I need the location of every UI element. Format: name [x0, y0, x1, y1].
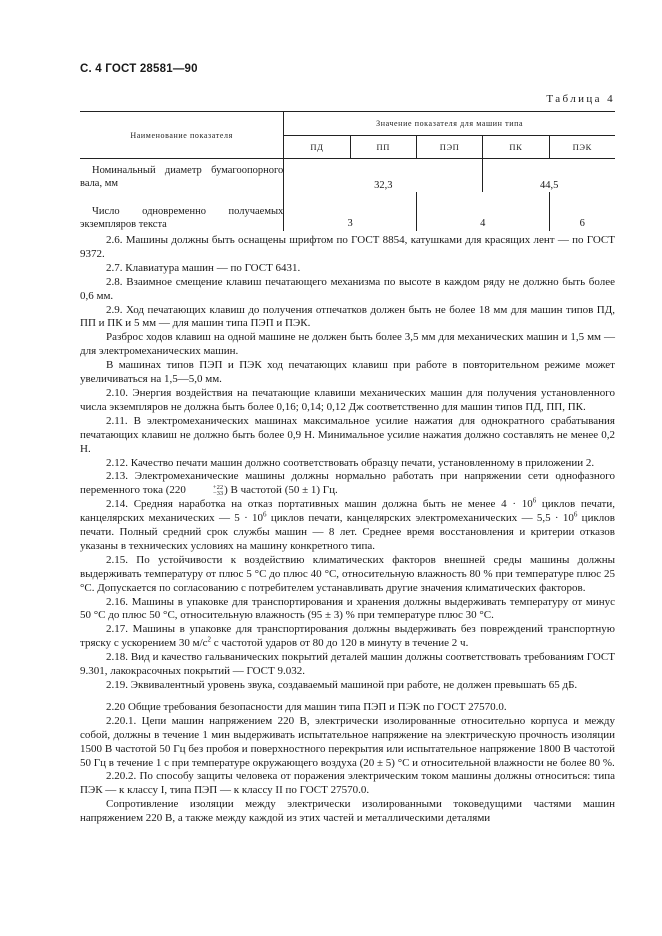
tolerance-upper: +22 [212, 483, 224, 491]
text-span: циклов печати, канцелярских механических — 5 · 10 [80, 498, 615, 525]
table-caption: Таблица 4 [546, 93, 615, 105]
table-cell: 3 [347, 218, 353, 229]
paragraph-2-14 [80, 498, 615, 554]
table-cell: 32,3 [374, 180, 393, 191]
paragraph-2-9-repeat: В машинах типов ПЭП и ПЭК ход печатающих клавиш при работе в повторительном режиме может увеличиваться на 1,5—5,0 мм. [80, 359, 615, 386]
text-span: 2.14. Средняя наработка на отказ портативных машин должна быть не менее 4 · 10 [106, 498, 533, 511]
text-span: с частотой ударов от 80 до 120 в минуту в течение 2 ч. [211, 637, 469, 650]
row-label-text: Номинальный диаметр бумагоопорного вала, мм [80, 165, 284, 189]
paragraph-2-9: 2.9. Ход печатающих клавиш до получения отпечатков должен быть не более 18 мм для машин типов ПД, ПП и ПК и 5 мм — для машин типа ПЭП и ПЭК. [80, 303, 615, 330]
paragraph-2-19: 2.19. Эквивалентный уровень звука, создаваемый машиной при работе, не должен превышать 65 дБ. [106, 679, 578, 691]
table-cell: 44,5 [483, 159, 615, 193]
document-body [80, 234, 615, 826]
column-type-pp: ПП [350, 135, 416, 159]
column-type-pk: ПК [483, 135, 549, 159]
paragraph-2-20-1: 2.20.1. Цепи машин напряжением 220 В, электрически изолированные относительно корпуса и между собой, должны в течение 1 мин выдерживать испытательное напряжение на электрическую прочность изоляции 1500 В частотой 50 Гц без пробоя и поверхностного перекрытия или испытательное напряжение 1800 В частотой 50 Гц в течение 1 с при температуре окружающего воздуха (20 ± 5) °С и относительной влажности не более 80 %. [80, 714, 615, 769]
tolerance-lower: −33 [212, 489, 224, 497]
row-label-text: Число одновременно получаемых экземпляров текста [80, 206, 284, 230]
column-type-pep: ПЭП [416, 135, 482, 159]
voltage-tolerance [187, 485, 223, 497]
text-span: 2.17. Машины в упаковке для транспортирования должны выдерживать без повреждений транспортную тряску с ускорением 30 м/с [80, 623, 615, 650]
row-label-copies [80, 192, 284, 231]
paragraph-2-15: 2.15. По устойчивости к воздействию климатических факторов внешней среды машины должны выдерживать температуру от плюс 5 °С до плюс 40 °С, относительную влажность 80 % при температуре плюс 25 °С. Допускается по согласованию с потребителем устанавливать другие значения климатических факторов. [80, 553, 615, 594]
exponent: 2 [207, 635, 212, 644]
text-span: ) В частотой (50 ± 1) Гц. [224, 484, 338, 497]
paragraph-2-13 [80, 470, 615, 498]
page-header: С. 4 ГОСТ 28581—90 [80, 63, 198, 75]
text-span: циклов печати. Полный средний срок службы машин — 8 лет. Среднее время восстановления и критерии отказов указаны в технических условиях на машину конкретного типа. [80, 512, 615, 552]
text-span: 2.13. Электромеханические машины должны нормально работать при напряжении сети однофазного переменного тока (220 [80, 470, 615, 497]
paragraph-2-8: 2.8. Взаимное смещение клавиш печатающего механизма по высоте в каждом ряду не должно быть более 0,6 мм. [80, 275, 615, 302]
column-type-pek: ПЭК [549, 135, 615, 159]
paragraph-2-17 [80, 623, 615, 651]
paragraph-2-6: 2.6. Машины должны быть оснащены шрифтом по ГОСТ 8854, катушками для красящих лент — по ГОСТ 9372. [80, 234, 615, 260]
table-row [80, 192, 615, 231]
paragraph-2-7: 2.7. Клавиатура машин — по ГОСТ 6431. [106, 261, 301, 274]
table-cell: 6 [549, 192, 615, 231]
exponent: 6 [532, 496, 537, 505]
paragraph-2-9-spread: Разброс ходов клавиш на одной машине не должен быть более 3,5 мм для механических машин и 1,5 мм — для электромеханических машин. [80, 331, 615, 358]
paragraph-2-20: 2.20 Общие требования безопасности для машин типа ПЭП и ПЭК по ГОСТ 27570.0. [106, 700, 507, 713]
table-row [80, 159, 615, 193]
header-indicator-values: Значение показателя для машин типа [284, 112, 615, 136]
exponent: 6 [263, 510, 267, 519]
header-indicator-name: Наименование показателя [80, 112, 284, 159]
text-span: циклов печати, канцелярских электромеханических — 5,5 · 10 [266, 512, 574, 525]
paragraph-2-16: 2.16. Машины в упаковке для транспортирования и хранения должны выдерживать температуру от минус 50 °С до плюс 50 °С, относительную влажность (95 ± 3) % при температуре плюс 30 °С. [80, 595, 615, 622]
paragraph-2-10: 2.10. Энергия воздействия на печатающие клавиши механических машин для получения установленного числа экземпляров не должна быть более 0,16; 0,14; 0,12 Дж соответственно для машин типов ПД, ПП, ПК. [80, 386, 615, 413]
column-type-pd: ПД [284, 135, 350, 159]
paragraph-2-11: 2.11. В электромеханических машинах максимальное усилие нажатия для однократного срабатывания печатающих клавиш не должно быть более 0,9 Н. Минимальное усилие нажатия должно составлять не менее 0,2 Н. [80, 414, 615, 455]
table-cell: 4 [416, 192, 549, 231]
table-header-row [80, 112, 615, 136]
exponent: 6 [573, 510, 578, 519]
spec-table [80, 111, 615, 231]
paragraph-2-20-2-insulation: Сопротивление изоляции между электрически изолированными токоведущими частями машин напряжением 220 В, а также между каждой из этих частей и металлическими деталями [80, 798, 615, 825]
row-label-roller-diameter [80, 159, 284, 193]
paragraph-2-12: 2.12. Качество печати машин должно соответствовать образцу печати, установленному в приложении 2. [106, 456, 595, 469]
paragraph-2-20-2: 2.20.2. По способу защиты человека от поражения электрическим током машины должны относиться: типа ПЭК — к классу I, типа ПЭП — к классу II по ГОСТ 27570.0. [80, 770, 615, 797]
paragraph-2-18: 2.18. Вид и качество гальванических покрытий деталей машин должны соответствовать требованиям ГОСТ 9.301, лакокрасочных покрытий — ГОСТ 9.032. [80, 651, 615, 678]
